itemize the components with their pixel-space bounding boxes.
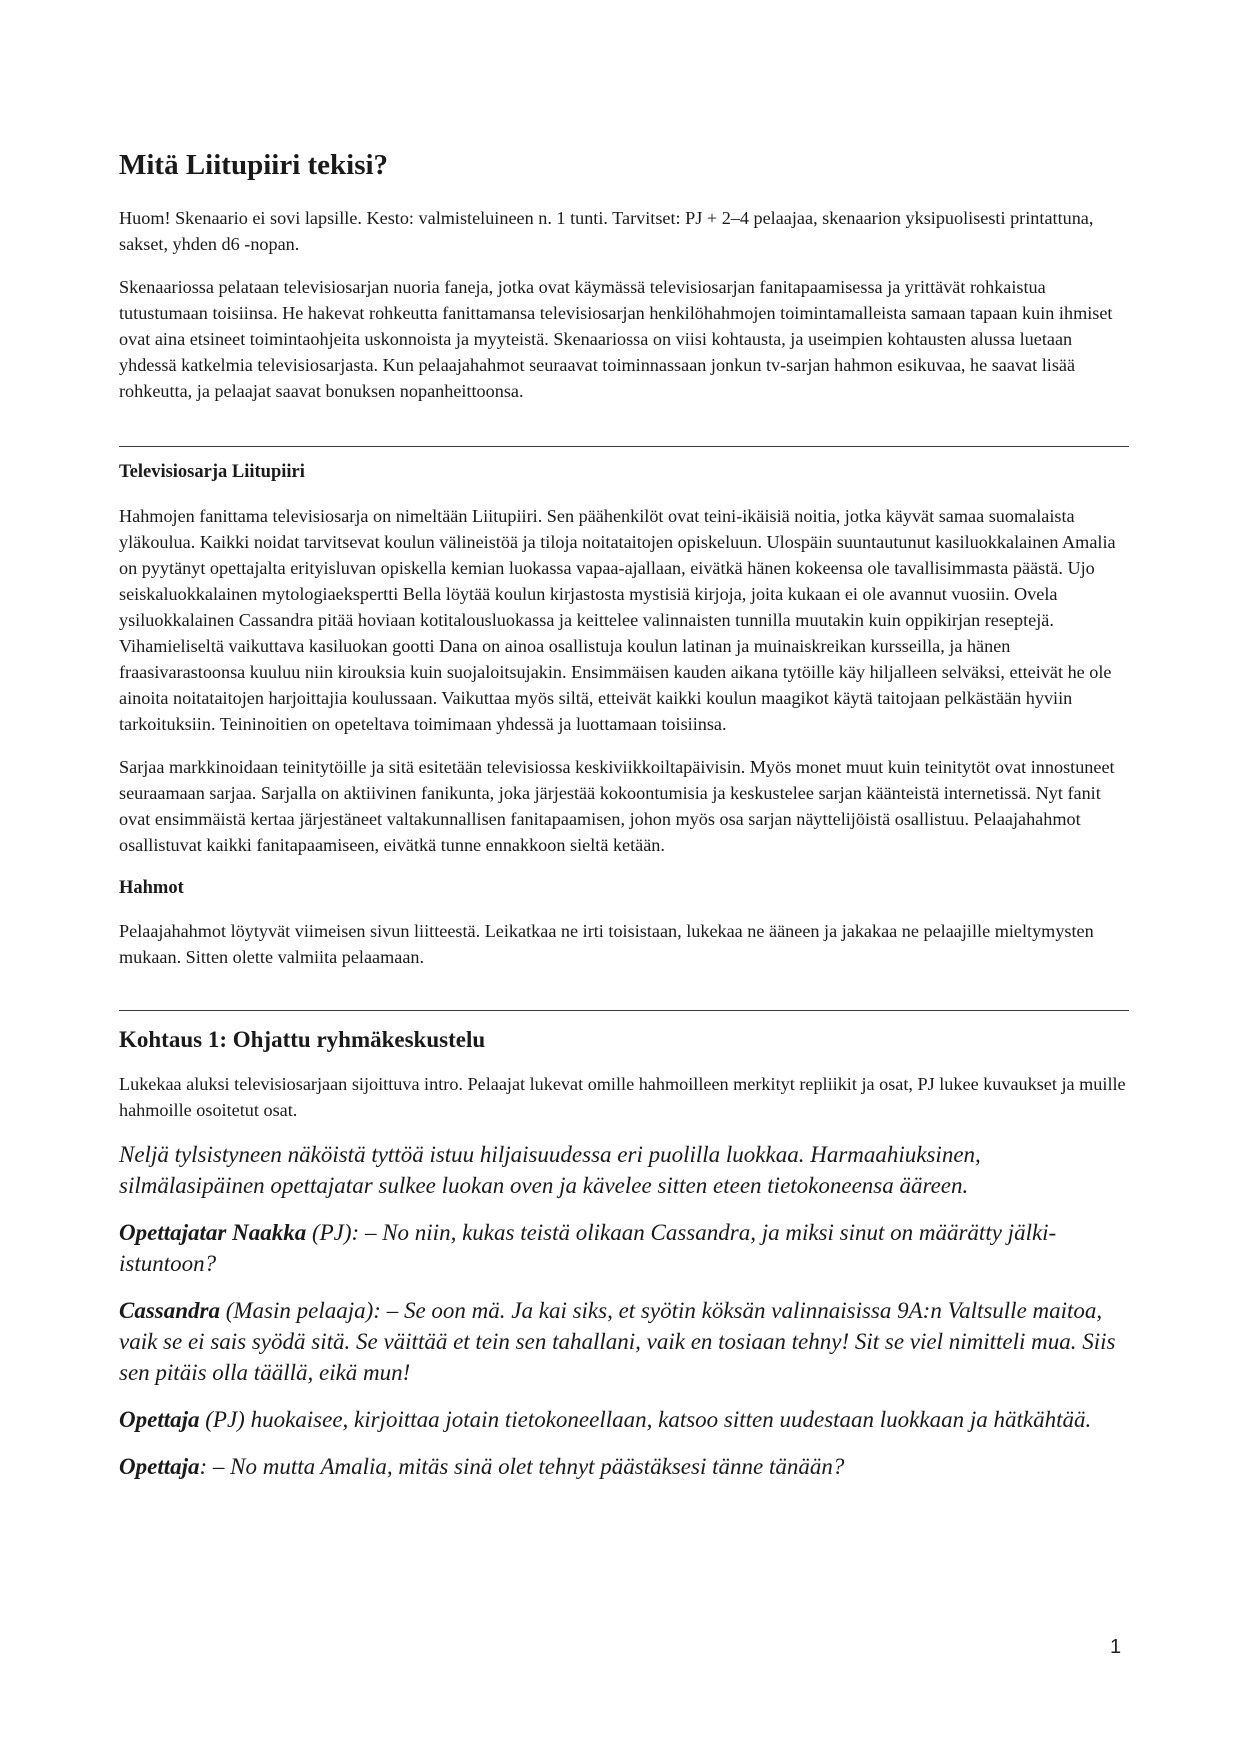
speaker-name: Cassandra (119, 1297, 220, 1323)
section-divider (119, 1010, 1129, 1011)
speaker-role: : (199, 1453, 208, 1479)
line-text: – Se oon mä. Ja kai siks, et syötin köksän valinnaisissa 9A:n Valtsulle maitoa, vaik se ei sais syödä sitä. Se väittää et tein sen tahallani, vaik en tosiaan tehny! Sit se viel nimitteli mua. Siis sen pitäis olla täällä, eikä mun! (119, 1297, 1116, 1385)
scene1-instructions: Lukekaa aluksi televisiosarjaan sijoittuva intro. Pelaajat lukevat omille hahmoilleen merkityt repliikit ja osat, PJ lukee kuvaukset ja muille hahmoille osoitetut osat. (119, 1073, 1126, 1120)
speaker-role: (PJ) (199, 1406, 245, 1432)
intro-note: Huom! Skenaario ei sovi lapsille. Kesto: valmisteluineen n. 1 tunti. Tarvitset: PJ + 2–4 pelaajaa, skenaarion yksipuolisesti printattuna, sakset, yhden d6 -nopan. (119, 207, 1094, 254)
speaker-name: Opettajatar Naakka (119, 1219, 307, 1245)
document-title: Mitä Liitupiiri tekisi? (119, 149, 389, 181)
speaker-role: (PJ): (306, 1219, 360, 1245)
speaker-name: Opettaja (119, 1453, 200, 1479)
section-divider (119, 446, 1129, 447)
series-heading: Televisiosarja Liitupiiri (119, 461, 305, 482)
dialogue-line (119, 1295, 1129, 1388)
dialogue-line (119, 1217, 1129, 1279)
speaker-role: (Masin pelaaja): (219, 1297, 381, 1323)
line-text: – No mutta Amalia, mitäs sinä olet tehnyt päästäksesi tänne tänään? (207, 1453, 845, 1479)
line-text: – No niin, kukas teistä olikaan Cassandra, ja miksi sinut on määrätty jälki-istuntoon? (119, 1219, 1057, 1276)
intro-description: Skenaariossa pelataan televisiosarjan nuoria faneja, jotka ovat käymässä televisiosarjan fanitapaamisessa ja yrittävät rohkaistua tutustumaan toisiinsa. He hakevat rohkeutta fanittamansa televisiosarjan henkilöhahmojen toimintamalleista samaan tapaan kuin ihmiset ovat aina etsineet toimintaohjeita uskonnoista ja myyteistä. Skenaariossa on viisi kohtausta, ja useimpien kohtausten alussa luetaan yhdessä katkelmia televisiosarjasta. Kun pelaajahahmot seuraavat toiminnassaan jonkun tv-sarjan hahmon esikuvaa, he saavat lisää rohkeutta, ja pelaajat saavat bonuksen nopanheittoonsa. (119, 276, 1113, 401)
speaker-name: Opettaja (119, 1406, 200, 1432)
series-paragraph-2: Sarjaa markkinoidaan teinitytöille ja sitä esitetään televisiossa keskiviikkoiltapäivisin. Myös monet muut kuin teinitytöt ovat innostuneet seuraamaan sarjaa. Sarjalla on aktiivinen fanikunta, joka järjestää kokoontumisia ja keskustelee sarjan käänteistä internetissä. Nyt fanit ovat ensimmäistä kertaa järjestäneet valtakunnallisen fanitapaamisen, johon myös osa sarjan näyttelijöistä osallistuu. Pelaajahahmot osallistuvat kaikki fanitapaamiseen, eivätkä tunne ennakkoon sieltä ketään. (119, 756, 1115, 855)
dialogue-line (119, 1451, 1129, 1482)
characters-paragraph: Pelaajahahmot löytyvät viimeisen sivun liitteestä. Leikatkaa ne irti toisistaan, lukekaa ne ääneen ja jakakaa ne pelaajille mieltymysten mukaan. Sitten olette valmiita pelaamaan. (119, 920, 1094, 967)
dialogue-line (119, 1404, 1129, 1435)
scene1-narration: Neljä tylsistyneen näköistä tyttöä istuu hiljaisuudessa eri puolilla luokkaa. Harmaahiuksinen, silmälasipäinen opettajatar sulkee luokan oven ja kävelee sitten eteen tietokoneensa ääreen. (119, 1141, 981, 1198)
line-text: huokaisee, kirjoittaa jotain tietokoneellaan, katsoo sitten uudestaan luokkaan ja hätkähtää. (244, 1406, 1092, 1432)
characters-heading: Hahmot (119, 877, 184, 898)
page-content (119, 148, 1129, 1482)
scene1-heading: Kohtaus 1: Ohjattu ryhmäkeskustelu (119, 1026, 486, 1052)
page-number: 1 (1110, 1636, 1122, 1658)
series-paragraph-1: Hahmojen fanittama televisiosarja on nimeltään Liitupiiri. Sen päähenkilöt ovat teini-ikäisiä noitia, jotka käyvät samaa suomalaista yläkoulua. Kaikki noidat tarvitsevat koulun välineistöä ja tiloja noitataitojen opiskeluun. Ulospäin suuntautunut kasiluokkalainen Amalia on pyytänyt opettajalta erityisluvan opiskella kemian luokassa vapaa-ajallaan, eivätkä hänen kokeensa ole tavallisimmasta päästä. Ujo seiskaluokkalainen mytologiaekspertti Bella löytää koulun kirjastosta mystisiä kirjoja, joita kukaan ei ole avannut vuosiin. Ovela ysiluokkalainen Cassandra pitää hoviaan kotitalousluokassa ja keittelee valinnaisten tunnilla muutakin kuin oppikirjan reseptejä. Vihamieliseltä vaikuttava kasiluokan gootti Dana on ainoa osallistuja koulun latinan ja muinaiskreikan kursseilla, ja hänen fraasivarastoonsa kuuluu niin kirouksia kuin suojaloitsujakin. Ensimmäisen kauden aikana tytöille käy hiljalleen selväksi, etteivät he ole ainoita noitataitojen harjoittajia koulussaan. Vaikuttaa myös siltä, etteivät kaikki koulun maagikot käytä taitojaan pelkästään hyviin tarkoituksiin. Teininoitien on opeteltava toimimaan yhdessä ja luottamaan toisiinsa. (119, 505, 1116, 734)
